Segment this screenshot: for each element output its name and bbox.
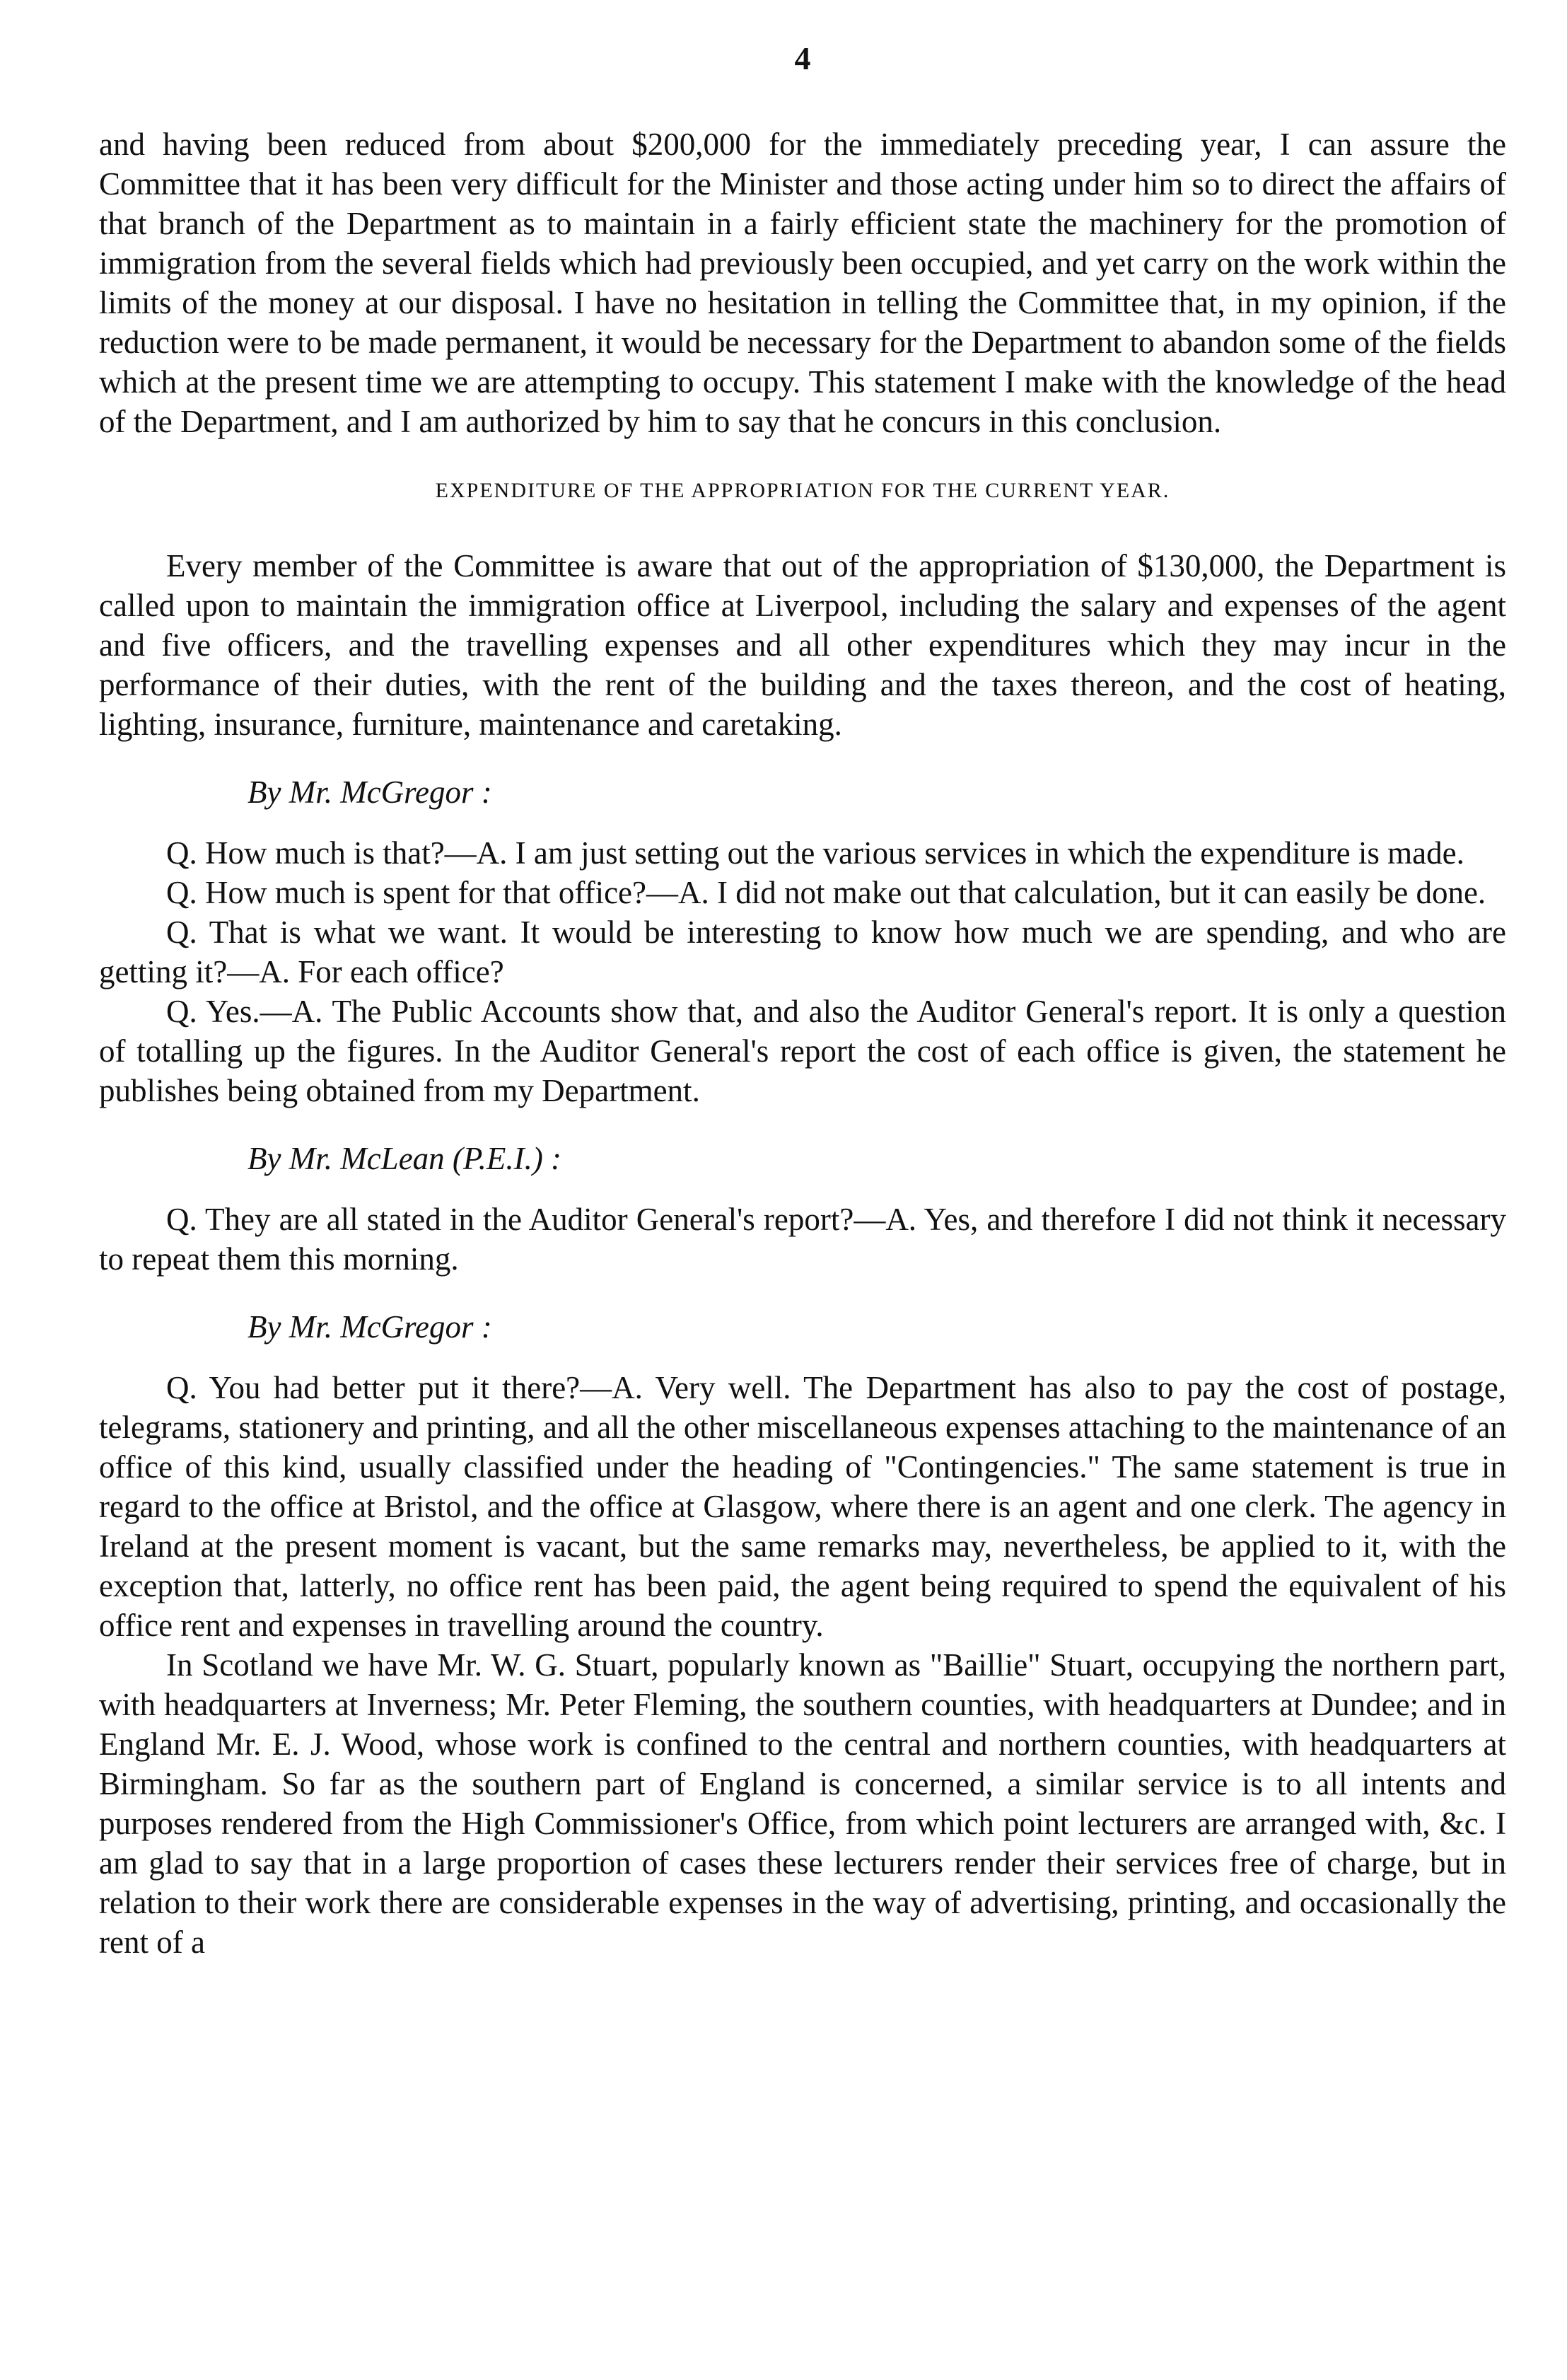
qa-paragraph: In Scotland we have Mr. W. G. Stuart, popularly known as "Baillie" Stuart, occupying the northern part, with headquarters at Inverness; Mr. Peter Fleming, the southern counties, with headquarters at Dundee; and in England Mr. E. J. Wood, whose work is confined to the central and northern counties, with headquarters at Birmingham. So far as the southern part of England is concerned, a similar service is to all intents and purposes rendered from the High Commissioner's Office, from which point lecturers are arranged with, &c. I am glad to say that in a large proportion of cases these lecturers render their services free of charge, but in relation to their work there are considerable expenses in the way of advertising, printing, and occasionally the rent of a: [99, 1647, 1506, 1960]
qa-paragraph: Q. That is what we want. It would be interesting to know how much we are spending, and who are getting it?—A. For each office?: [99, 915, 1506, 989]
expenditure-paragraph: Every member of the Committee is aware that out of the appropriation of $130,000, the Department is called upon to maintain the immigration office at Liverpool, including the salary and expenses of the agent and five officers, and the travelling expenses and all other expenditures which they may incur in the performance of their duties, with the rent of the building and the taxes thereon, and the cost of heating, lighting, insurance, furniture, maintenance and caretaking.: [99, 548, 1506, 742]
document-page: [99, 42, 1506, 1962]
speaker-heading-mcgregor-2: By Mr. McGregor :: [247, 1309, 492, 1345]
speaker-heading-mclean: By Mr. McLean (P.E.I.) :: [247, 1141, 562, 1176]
speaker-heading-mcgregor-1: By Mr. McGregor :: [247, 774, 492, 810]
qa-paragraph: Q. Yes.—A. The Public Accounts show that, and also the Auditor General's report. It is only a question of totalling up the figures. In the Auditor General's report the cost of each office is given, the statement he publishes being obtained from my Department.: [99, 994, 1506, 1108]
qa-paragraph: Q. You had better put it there?—A. Very well. The Department has also to pay the cost of postage, telegrams, stationery and printing, and all the other miscellaneous expenses attaching to the maintenance of an office of this kind, usually classified under the heading of "Contingencies." The same statement is true in regard to the office at Bristol, and the office at Glasgow, where there is an agent and one clerk. The agency in Ireland at the present moment is vacant, but the same remarks may, nevertheless, be applied to it, with the exception that, latterly, no office rent has been paid, the agent being required to spend the equivalent of his office rent and expenses in travelling around the country.: [99, 1370, 1506, 1643]
section-heading: EXPENDITURE OF THE APPROPRIATION FOR THE CURRENT YEAR.: [435, 479, 1170, 502]
intro-paragraph: and having been reduced from about $200,000 for the immediately preceding year, I can assure the Committee that it has been very difficult for the Minister and those acting under him so to direct the affairs of that branch of the Department as to maintain in a fairly efficient state the machinery for the promotion of immigration from the several fields which had previously been occupied, and yet carry on the work within the limits of the money at our disposal. I have no hesitation in telling the Committee that, in my opinion, if the reduction were to be made permanent, it would be necessary for the Department to abandon some of the fields which at the present time we are attempting to occupy. This statement I make with the knowledge of the head of the Department, and I am authorized by him to say that he concurs in this conclusion.: [99, 127, 1506, 439]
qa-paragraph: Q. They are all stated in the Auditor General's report?—A. Yes, and therefore I did not think it necessary to repeat them this morning.: [99, 1202, 1506, 1277]
page-number: 4: [794, 40, 811, 76]
qa-paragraph: Q. How much is that?—A. I am just setting out the various services in which the expenditure is made.: [166, 835, 1464, 871]
qa-paragraph: Q. How much is spent for that office?—A. I did not make out that calculation, but it can easily be done.: [166, 875, 1486, 910]
